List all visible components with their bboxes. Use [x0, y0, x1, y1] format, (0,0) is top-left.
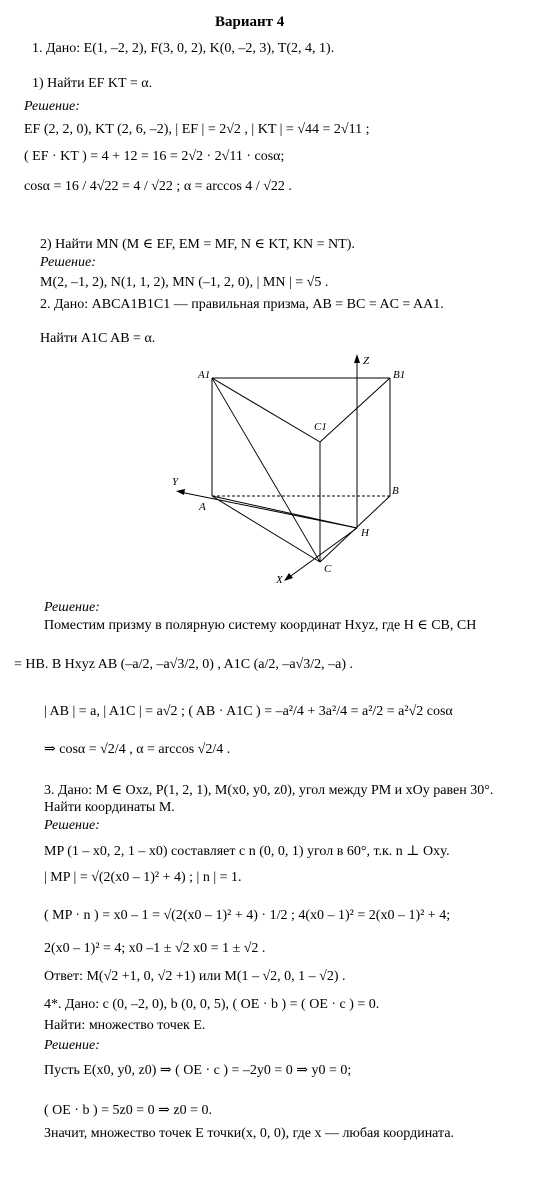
label-b: B: [392, 485, 399, 497]
solution-line: M(2, –1, 2), N(1, 1, 2), MN (–1, 2, 0), | MN | = √5 .: [40, 275, 329, 290]
axis-y: [180, 492, 357, 528]
segment-a1-c: [212, 378, 320, 562]
solution-line: | MP | = √(2(x0 – 1)² + 4) ; | n | = 1.: [44, 870, 242, 885]
arrow-y: [176, 489, 185, 495]
solution-heading: Решение:: [44, 818, 100, 833]
solution-line: Пусть E(x0, y0, z0) ⇒ ( OE · c ) = –2y0 = 0 ⇒ y0 = 0;: [44, 1063, 352, 1078]
label-z: Z: [363, 355, 370, 367]
edge-b1-c1: [320, 378, 390, 442]
solution-line: EF (2, 2, 0), KT (2, 6, –2), | EF | = 2√2 , | KT | = √44 = 2√11 ;: [24, 122, 370, 137]
solution-line: ( EF · KT ) = 4 + 12 = 16 = 2√2 · 2√11 · cosα;: [24, 149, 285, 164]
solution-line: = HB. В Hxyz AB (–a/2, –a√3/2, 0) , A1C (a/2, –a√3/2, –a) .: [14, 657, 354, 672]
edge-a1-c1: [212, 378, 320, 442]
arrow-z: [354, 354, 360, 363]
solution-heading: Решение:: [44, 600, 100, 615]
label-c: C: [324, 563, 332, 575]
problem-2-given: 2. Дано: ABCA1B1C1 — правильная призма, AB = BC = AC = AA1.: [40, 297, 444, 312]
axis-x: [288, 528, 357, 578]
problem-2-task: Найти A1C AB = α.: [40, 331, 156, 346]
problem-1-given: 1. Дано: E(1, –2, 2), F(3, 0, 2), K(0, –2, 3), T(2, 4, 1).: [32, 41, 335, 56]
solution-line: ⇒ cosα = √2/4 , α = arccos √2/4 .: [44, 742, 231, 757]
solution-line: cosα = 16 / 4√22 = 4 / √22 ; α = arccos 4 / √22 .: [24, 179, 292, 194]
page-title: Вариант 4: [215, 14, 285, 30]
conclusion-line: Значит, множество точек E точки(x, 0, 0), где x — любая координата.: [44, 1126, 455, 1141]
label-x: X: [276, 574, 283, 586]
answer-line: Ответ: M(√2 +1, 0, √2 +1) или M(1 – √2, 0, 1 – √2) .: [44, 969, 346, 984]
solution-line: MP (1 – x0, 2, 1 – x0) составляет с n (0, 0, 1) угол в 60°, т.к. n ⊥ Oxy.: [44, 844, 450, 859]
problem-4-task: Найти: множество точек E.: [44, 1018, 206, 1033]
solution-line: | AB | = a, | A1C | = a√2 ; ( AB · A1C ) = –a²/4 + 3a²/4 = a²/2 = a²√2 cosα: [44, 704, 453, 719]
label-c1: C1: [314, 421, 327, 433]
label-y: Y: [172, 476, 179, 488]
solution-heading: Решение:: [24, 99, 80, 114]
problem-1-task-1: 1) Найти EF KT = α.: [32, 76, 153, 91]
problem-1-task-2: 2) Найти MN (M ∈ EF, EM = MF, N ∈ KT, KN = NT).: [40, 237, 355, 252]
label-b1: B1: [393, 369, 406, 381]
prism-diagram: [150, 350, 410, 595]
solution-line: ( OE · b ) = 5z0 = 0 ⇒ z0 = 0.: [44, 1103, 212, 1118]
edge-a-c: [212, 496, 320, 562]
label-a: A: [199, 501, 206, 513]
arrow-x: [284, 573, 293, 581]
solution-heading: Решение:: [44, 1038, 100, 1053]
problem-3-given: 3. Дано: M ∈ Oxz, P(1, 2, 1), M(x0, y0, z0), угол между PM и xOy равен 30°.: [44, 783, 494, 798]
problem-4-given: 4*. Дано: c (0, –2, 0), b (0, 0, 5), ( OE · b ) = ( OE · c ) = 0.: [44, 997, 380, 1012]
solution-heading: Решение:: [40, 255, 96, 270]
solution-line: Поместим призму в полярную систему координат Hxyz, где H ∈ CB, CH: [44, 618, 477, 633]
problem-3-task: Найти координаты M.: [44, 800, 175, 815]
solution-line: 2(x0 – 1)² = 4; x0 –1 ± √2 x0 = 1 ± √2 .: [44, 941, 266, 956]
label-a1: A1: [198, 369, 211, 381]
label-h: H: [361, 527, 369, 539]
solution-line: ( MP · n ) = x0 – 1 = √(2(x0 – 1)² + 4) · 1/2 ; 4(x0 – 1)² = 2(x0 – 1)² + 4;: [44, 908, 451, 923]
